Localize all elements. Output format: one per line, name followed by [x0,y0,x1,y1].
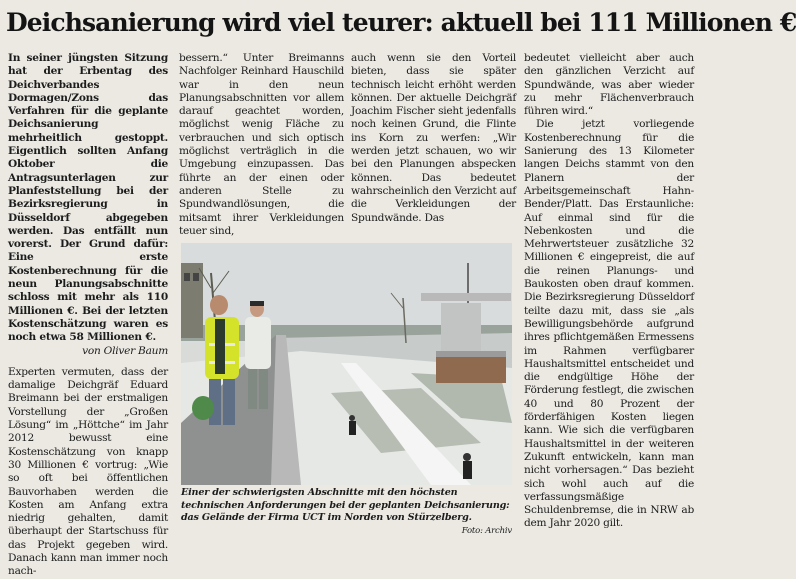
photo-caption [181,487,512,536]
article-column-1 [8,52,168,578]
article-column-2 [179,52,344,238]
body-paragraph: Experten vermuten, dass der damalige Deichgräf Eduard Breimann bei der erstmaligen Vorstellung der „Großen Lösung“ im „Höttche“ im Jahr 2012 bewusst eine Kostenschätzung von knapp 30 Millionen € vortrug: „Wie so oft bei öffentlichen Bauvorhaben werden die Kosten am Anfang extra niedrig gehalten, damit überhaupt der Startschuss für das Projekt gegeben wird. Danach kann man immer noch nach- [8,365,168,578]
body-paragraph: auch wenn sie den Vorteil bieten, dass sie später technisch leicht erhöht werden können. Der aktuelle Deichgräf Joachim Fischer sieht jedenfalls noch keinen Grund, die Flinte ins Korn zu werfen: „Wir werden jetzt schauen, wo wir bei den Planungen abspecken können. Das bedeutet wahrscheinlich den Verzicht auf die Verkleidungen der Spundwände. Das [351,52,516,224]
lead-paragraph: In seiner jüngsten Sitzung hat der Erbentag des Deichverbandes Dormagen/Zons das Verfahren für die geplante Deichsanierung mehrheitlich gestoppt. Eigentlich sollten Anfang Oktober die Antragsunterlagen zur Planfeststellung bei der Bezirksregierung in Düsseldorf abgegeben werden. Das entfällt nun vorerst. Der Grund dafür: Eine erste Kostenberechnung für die neun Planungsabschnitte schloss mit mehr als 110 Millionen €. Bei der letzten Kostenschätzung waren es noch etwa 58 Millionen €. [8,52,168,344]
article-column-3 [351,52,516,238]
headline: Deichsanierung wird viel teurer: aktuell bei 111 Millionen € [6,8,796,37]
body-paragraph: bedeutet vielleicht aber auch den gänzlichen Verzicht auf Spundwände, was aber wieder zu mehr Flächenverbrauch führen wird.“ [524,52,694,118]
article-photo [181,243,512,485]
body-paragraph: Die jetzt vorliegende Kostenberechnung für die Sanierung des 13 Kilometer langen Deichs stammt von den Planern der Arbeitsgemeinschaft Hahn-Bender/Platt. Das Erstaunliche: Auf einmal sind für die Nebenkosten und die Mehrwertsteuer zusätzliche 32 Millionen € eingepreist, die auf die reinen Planungs- und Baukosten oben drauf kommen. Die Bezirksregierung Düsseldorf teilte dazu mit, dass sie „als Bewilligungsbehörde aufgrund ihres pflichtgemäßen Ermessens im Rahmen verfügbarer Haushaltsmittel entscheidet und die endgültige Höhe der Förderung festlegt, die zwischen 40 und 80 Prozent der förderfähigen Kosten liegen kann. Wie sich die verfügbaren Haushaltsmittel in der weiteren Zukunft entwickeln, kann man nicht vorhersagen.“ Das bezieht sich wohl auch auf die verfassungsmäßige Schuldenbremse, die in NRW ab dem Jahr 2020 gilt. [524,118,694,530]
photo-credit: Foto: Archiv [461,525,512,536]
article-column-4 [524,52,694,542]
caption-text: Einer der schwierigsten Abschnitte mit den höchsten technischen Anforderungen bei der geplanten Deichsanierung: das Gelände der Firma UCT im Norden von Stürzelberg. [181,487,510,523]
byline: von Oliver Baum [82,344,168,357]
body-paragraph: bessern.“ Unter Breimanns Nachfolger Reinhard Hauschild war in den neun Planungsabschnitten vor allem darauf geachtet worden, möglichst wenig Fläche zu verbrauchen und sich optisch möglichst verträglich in die Umgebung einzupassen. Das führte an der einen oder anderen Stelle zu Spundwandlösungen, die mitsamt ihrer Verkleidungen teuer sind, [179,52,344,237]
